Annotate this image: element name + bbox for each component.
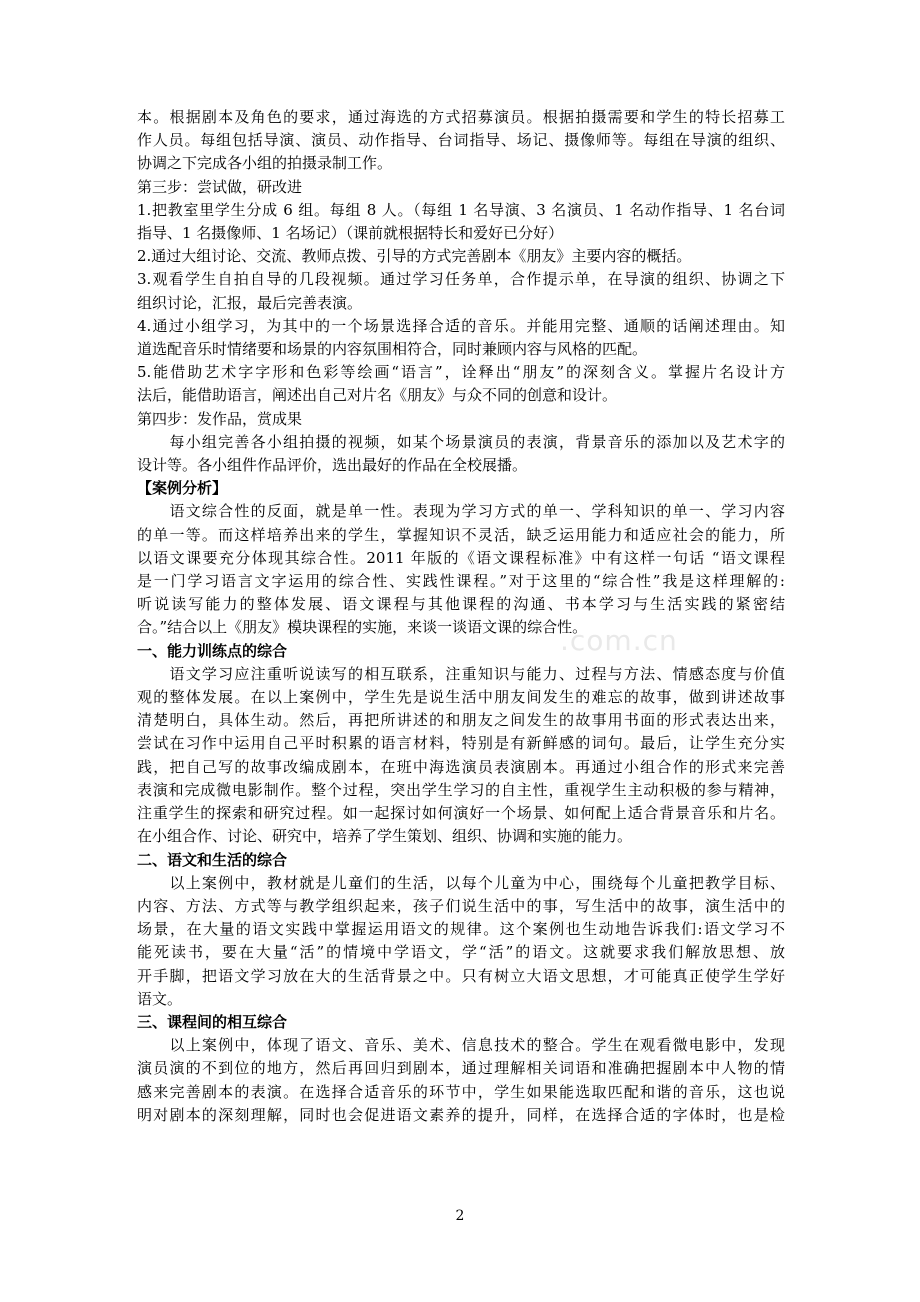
text-line: 语文。 xyxy=(137,989,183,1008)
text-line: 践，把自己写的故事改编成剧本，在班中海选演员表演剧本。再通过小组合作的形式来完善 xyxy=(137,757,785,776)
text-line: 尝试在习作中运用自己平时积累的语言材料，特别是有新鲜感的词句。最后，让学生充分实 xyxy=(137,734,785,753)
text-line: 4.通过小组学习，为其中的一个场景选择合适的音乐。并能用完整、通顺的话阐述理由。知 xyxy=(137,316,785,335)
text-line: 指导、1 名摄像师、1 名场记）（课前就根据特长和爱好已分好） xyxy=(137,224,564,243)
paragraph xyxy=(137,361,785,407)
paragraph xyxy=(137,245,785,268)
text-line: 设计等。各小组件作品评价，选出最好的作品在全校展播。 xyxy=(137,456,528,475)
text-line: 【案例分析】 xyxy=(137,479,228,498)
section-heading xyxy=(137,477,785,500)
text-line: 以语文课要充分体现其综合性。2011 年版的《语文课程标准》中有这样一句话 “语文课程 xyxy=(137,548,785,567)
text-line: 演员演的不到位的地方，然后再回归到剧本，通过理解相关词语和准确把握剧本中人物的情 xyxy=(137,1059,785,1078)
text-line: 每小组完善各小组拍摄的视频，如某个场景演员的表演，背景音乐的添加以及艺术字的 xyxy=(137,432,785,451)
paragraph xyxy=(137,1034,785,1127)
text-line: 开手脚，把语文学习放在大的生活背景之中。只有树立大语文思想，才可能真正使学生学好 xyxy=(137,966,785,985)
text-line: 2.通过大组讨论、交流、教师点拨、引导的方式完善剧本《朋友》主要内容的概括。 xyxy=(137,247,692,266)
text-line: 合。”结合以上《朋友》模块课程的实施，来谈一谈语文课的综合性。 xyxy=(137,618,588,637)
text-line: 法后，能借助语言，阐述出自己对片名《朋友》与众不同的创意和设计。 xyxy=(137,386,618,405)
document-body xyxy=(137,106,785,1127)
text-line: 3.观看学生自拍自导的几段视频。通过学习任务单，合作提示单，在导演的组织、协调之下 xyxy=(137,270,785,289)
text-line: 协调之下完成各小组的拍摄录制工作。 xyxy=(137,154,393,173)
text-line: 表演和完成微电影制作。整个过程，突出学生学习的自主性，重视学生主动积极的参与精神， xyxy=(137,780,785,799)
text-line: 作人员。每组包括导演、演员、动作指导、台词指导、场记、摄像师等。每组在导演的组织、 xyxy=(137,131,785,150)
text-line: 能死读书，要在大量“活”的情境中学语文，学“活”的语文。这就要求我们解放思想、放 xyxy=(137,943,785,962)
text-line: 观的整体发展。在以上案例中，学生先是说生活中朋友间发生的难忘的故事，做到讲述故事 xyxy=(137,688,785,707)
text-line: 第三步：尝试做，研改进 xyxy=(137,177,303,196)
section-heading xyxy=(137,849,785,872)
text-line: 一、能力训练点的综合 xyxy=(137,641,288,660)
page-number: 2 xyxy=(455,1208,465,1224)
text-line: 组织讨论，汇报，最后完善表演。 xyxy=(137,293,363,312)
text-line: 5.能借助艺术字字形和色彩等绘画“语言”，诠释出“朋友”的深刻含义。掌握片名设计方 xyxy=(137,363,785,382)
text-line: 在小组合作、讨论、研究中，培养了学生策划、组织、协调和实施的能力。 xyxy=(137,827,633,846)
text-line: 听说读写能力的整体发展、语文课程与其他课程的沟通、书本学习与生活实践的紧密结 xyxy=(137,595,785,614)
text-line: 场景，在大量的语文实践中掌握运用语文的规律。这个案例也生动地告诉我们:语文学习不 xyxy=(137,920,785,939)
paragraph xyxy=(137,500,785,639)
text-line: 三、课程间的相互综合 xyxy=(137,1012,288,1031)
text-line: 第四步：发作品，赏成果 xyxy=(137,409,303,428)
paragraph xyxy=(137,199,785,245)
text-line: 的单一等。而这样培养出来的学生，掌握知识不灵活，缺乏运用能力和适应社会的能力，所 xyxy=(137,525,785,544)
text-line: 本。根据剧本及角色的要求，通过海选的方式招募演员。根据拍摄需要和学生的特长招募工 xyxy=(137,108,785,126)
watermark: .com.cn xyxy=(560,624,678,657)
text-line: 感来完善剧本的表演。在选择合适音乐的环节中，学生如果能选取匹配和谐的音乐，这也说 xyxy=(137,1082,785,1101)
text-line: 以上案例中，体现了语文、音乐、美术、信息技术的整合。学生在观看微电影中，发现 xyxy=(137,1036,785,1055)
paragraph xyxy=(137,872,785,1011)
paragraph xyxy=(137,408,785,431)
text-line: 注重学生的探索和研究过程。如一起探讨如何演好一个场景、如何配上适合背景音乐和片名。 xyxy=(137,804,785,823)
paragraph xyxy=(137,106,785,176)
paragraph xyxy=(137,431,785,477)
text-line: 二、语文和生活的综合 xyxy=(137,850,288,869)
text-line: 明对剧本的深刻理解，同时也会促进语文素养的提升，同样，在选择合适的字体时，也是检 xyxy=(137,1105,785,1124)
text-line: 以上案例中，教材就是儿童们的生活，以每个儿童为中心，围绕每个儿童把教学目标、 xyxy=(137,873,785,892)
text-line: 语文综合性的反面，就是单一性。表现为学习方式的单一、学科知识的单一、学习内容 xyxy=(137,502,785,521)
paragraph xyxy=(137,315,785,361)
text-line: 清楚明白，具体生动。然后，再把所讲述的和朋友之间发生的故事用书面的形式表达出来， xyxy=(137,711,785,730)
paragraph xyxy=(137,663,785,849)
section-heading xyxy=(137,1011,785,1034)
text-line: 道选配音乐时情绪要和场景的内容氛围相符合，同时兼顾内容与风格的匹配。 xyxy=(137,340,648,359)
text-line: 是一门学习语言文字运用的综合性、实践性课程。”对于这里的“综合性”我是这样理解的: xyxy=(137,572,785,591)
paragraph xyxy=(137,176,785,199)
text-line: 语文学习应注重听说读写的相互联系，注重知识与能力、过程与方法、情感态度与价值 xyxy=(137,664,785,683)
text-line: 1.把教室里学生分成 6 组。每组 8 人。（每组 1 名导演、3 名演员、1 名动作指导、1 名台词 xyxy=(137,200,785,219)
section-heading xyxy=(137,640,785,663)
text-line: 内容、方法、方式等与教学组织起来，孩子们说生活中的事，写生活中的故事，演生活中的 xyxy=(137,896,785,915)
paragraph xyxy=(137,268,785,314)
